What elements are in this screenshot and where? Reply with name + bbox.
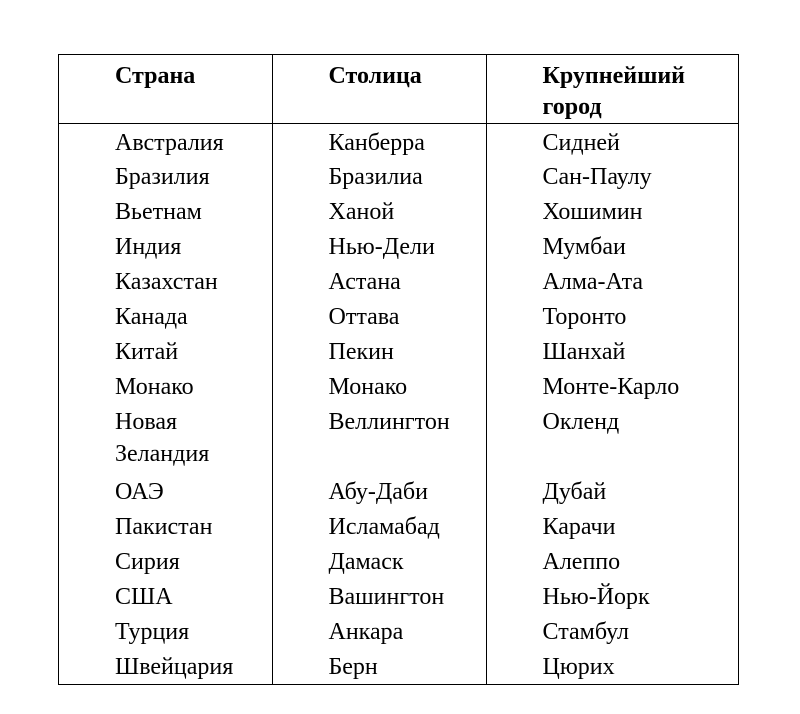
cell-capital: Анкара — [272, 614, 486, 649]
cell-capital: Абу-Даби — [272, 474, 486, 509]
cell-largest-city: Мумбаи — [486, 229, 738, 264]
cell-capital: Канберра — [272, 124, 486, 160]
cell-capital: Бразилиа — [272, 159, 486, 194]
table-row — [59, 264, 738, 299]
cell-largest-city: Цюрих — [486, 649, 738, 684]
cell-country: Монако — [115, 374, 194, 400]
cell-largest-city: Карачи — [486, 509, 738, 544]
cell-country: Индия — [115, 234, 182, 260]
cell-country: Бразилия — [115, 164, 210, 190]
cell-capital: Монако — [272, 369, 486, 404]
header-capital: Столица — [272, 55, 486, 124]
cell-country: Казахстан — [115, 269, 218, 295]
cell-largest-city: Монте-Карло — [486, 369, 738, 404]
cell-capital: Оттава — [272, 299, 486, 334]
table-row — [59, 649, 738, 684]
cell-country: США — [115, 584, 173, 610]
cell-largest-city: Нью-Йорк — [486, 579, 738, 614]
table-row — [59, 404, 738, 474]
cell-capital: Ханой — [272, 194, 486, 229]
cell-country: Канада — [115, 304, 188, 330]
table-row — [59, 614, 738, 649]
table-row — [59, 369, 738, 404]
cell-largest-city: Шанхай — [486, 334, 738, 369]
table-header-row — [59, 55, 738, 124]
cell-largest-city: Алма-Ата — [486, 264, 738, 299]
table-row — [59, 299, 738, 334]
table-row — [59, 544, 738, 579]
cell-largest-city: Стамбул — [486, 614, 738, 649]
cell-country: Сирия — [115, 549, 180, 575]
table-row — [59, 474, 738, 509]
cell-capital: Вашингтон — [272, 579, 486, 614]
cell-country: Пакистан — [115, 514, 213, 540]
cell-country: Вьетнам — [115, 199, 202, 225]
table-row — [59, 159, 738, 194]
cell-largest-city: Сидней — [486, 124, 738, 160]
cell-country: Австралия — [115, 130, 224, 156]
cell-country: ОАЭ — [115, 479, 164, 505]
table-row — [59, 334, 738, 369]
header-largest-city: Крупнейший город — [486, 55, 738, 124]
cell-capital: Берн — [272, 649, 486, 684]
countries-table — [59, 55, 738, 684]
table-row — [59, 579, 738, 614]
cell-largest-city: Сан-Паулу — [486, 159, 738, 194]
cell-country: Новая Зеландия — [115, 409, 210, 467]
cell-largest-city: Торонто — [486, 299, 738, 334]
table-row — [59, 509, 738, 544]
cell-largest-city: Алеппо — [486, 544, 738, 579]
cell-largest-city: Окленд — [486, 404, 738, 474]
cell-largest-city: Хошимин — [486, 194, 738, 229]
cell-capital: Нью-Дели — [272, 229, 486, 264]
cell-capital: Веллингтон — [272, 404, 486, 474]
header-country: Страна — [59, 55, 272, 124]
cell-capital: Дамаск — [272, 544, 486, 579]
table-row — [59, 124, 738, 160]
cell-capital: Исламабад — [272, 509, 486, 544]
cell-country: Швейцария — [115, 654, 234, 680]
table-row — [59, 194, 738, 229]
countries-table-container — [58, 54, 739, 685]
cell-country: Китай — [115, 339, 179, 365]
cell-country: Турция — [115, 619, 190, 645]
cell-capital: Астана — [272, 264, 486, 299]
cell-largest-city: Дубай — [486, 474, 738, 509]
cell-capital: Пекин — [272, 334, 486, 369]
table-row — [59, 229, 738, 264]
